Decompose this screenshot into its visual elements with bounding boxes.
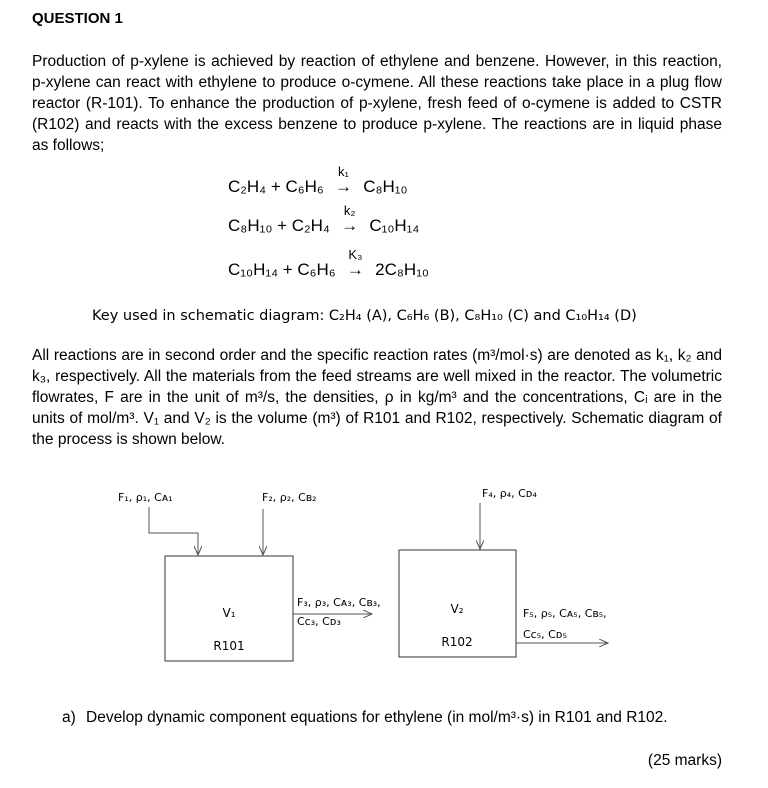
reactor-2-name: R102 — [441, 635, 473, 649]
reaction-3-rate: K₃ — [348, 247, 363, 262]
question-a-text: Develop dynamic component equations for ethylene (in mol/m³·s) in R101 and R102. — [86, 709, 668, 726]
feed-1-label: F₁, ρ₁, Cᴀ₁ — [118, 491, 173, 504]
reaction-arrow-icon: k₂ → — [339, 214, 361, 238]
diagram-key: Key used in schematic diagram: C₂H₄ (A), C₆H₆ (B), C₈H₁₀ (C) and C₁₀H₁₄ (D) — [92, 308, 637, 324]
reaction-1-rate: k₁ — [338, 164, 349, 179]
question-a-label: a) — [62, 709, 76, 726]
reaction-3-rhs: 2C₈H₁₀ — [375, 260, 429, 279]
stream-5-label-2: Cᴄ₅, Cᴅ₅ — [523, 628, 567, 641]
reactor-2-volume: V₂ — [450, 602, 464, 616]
reaction-2-rate: k₂ — [343, 203, 356, 218]
stream-3-label-2: Cᴄ₃, Cᴅ₃ — [297, 615, 341, 628]
feed-1-stream — [149, 507, 198, 555]
stream-3-label-1: F₃, ρ₃, Cᴀ₃, Cʙ₃, — [297, 596, 381, 609]
feed-2-label: F₂, ρ₂, Cʙ₂ — [262, 491, 317, 504]
marks-allocation: (25 marks) — [647, 752, 722, 769]
reaction-1 — [228, 164, 408, 199]
reaction-arrow-icon: k₁ → — [332, 175, 354, 199]
reaction-1-rhs: C₈H₁₀ — [363, 177, 408, 196]
reaction-3 — [228, 247, 429, 282]
stream-5-label-1: F₅, ρ₅, Cᴀ₅, Cʙ₅, — [523, 607, 607, 620]
reaction-3-lhs: C₁₀H₁₄ + C₆H₆ — [228, 260, 336, 279]
question-a — [62, 707, 722, 728]
process-schematic — [0, 475, 768, 675]
reactor-1-volume: V₁ — [222, 606, 236, 620]
reaction-2-rhs: C₁₀H₁₄ — [369, 216, 420, 235]
assumptions-paragraph: All reactions are in second order and the specific reaction rates (m³/mol·s) are denoted as k₁, k₂ and k₃, respectively. All the materials from the feed streams are well mixed in the reactor. The volumetric flowrates, F are in the unit of m³/s, the densities, ρ in kg/m³ and the concentrations, Cᵢ are in the units of mol/m³. V₁ and V₂ is the volume (m³) of R101 and R102, respectively. Schematic diagram of the process is shown below. — [32, 347, 722, 448]
intro-paragraph: Production of p-xylene is achieved by reaction of ethylene and benzene. However, in this reaction, p-xylene can react with ethylene to produce o-cymene. All these reactions take place in a plug flow reactor (R-101). To enhance the production of p-xylene, fresh feed of o-cymene is added to CSTR (R102) and reacts with the excess benzene to produce p-xylene. The reactions are in liquid phase as follows; — [32, 53, 722, 154]
reaction-2-lhs: C₈H₁₀ + C₂H₄ — [228, 216, 330, 235]
reaction-2 — [228, 203, 420, 238]
reaction-1-lhs: C₂H₄ + C₆H₆ — [228, 177, 324, 196]
question-heading: QUESTION 1 — [32, 10, 123, 27]
feed-4-label: F₄, ρ₄, Cᴅ₄ — [482, 487, 537, 500]
reactor-1-name: R101 — [213, 639, 245, 653]
reaction-arrow-icon: K₃ → — [344, 258, 366, 282]
